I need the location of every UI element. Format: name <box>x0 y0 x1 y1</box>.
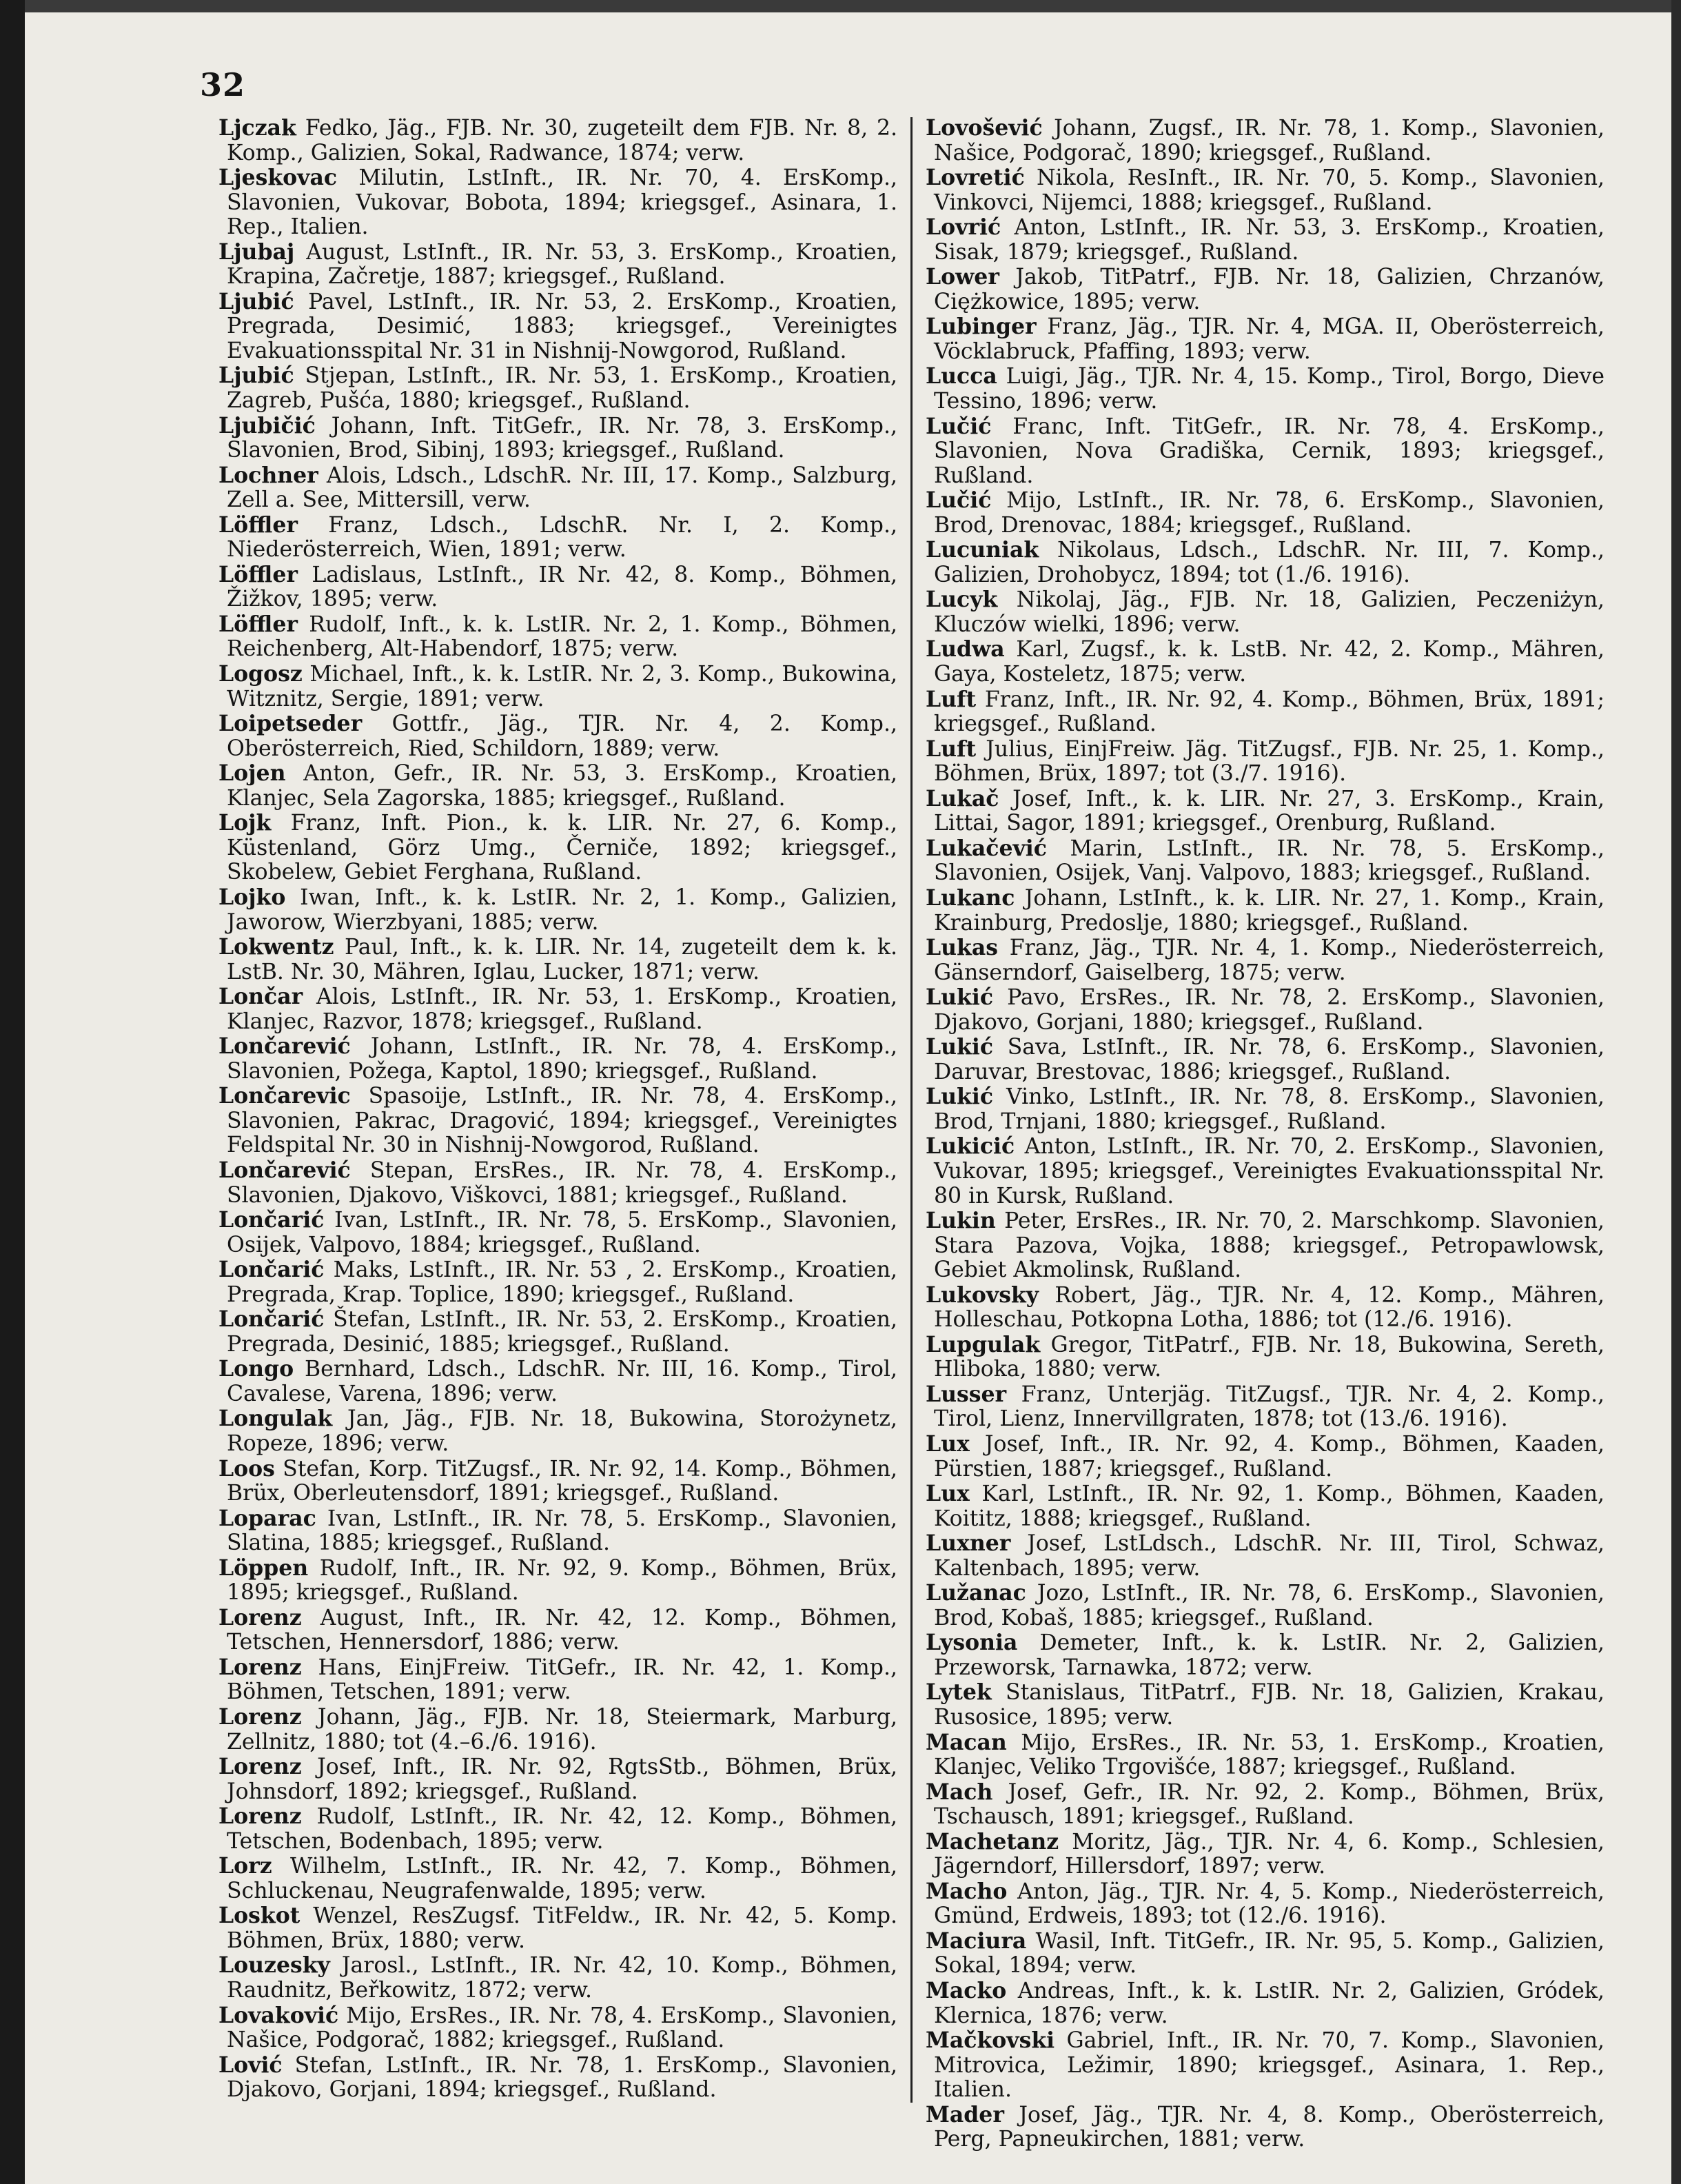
list-entry <box>926 2028 1604 2103</box>
entry-surname: Löffler <box>218 512 298 538</box>
entry-details: Stefan, Korp. TitZugsf., IR. Nr. 92, 14. Komp., Böhmen, Brüx, Oberleutensdorf, 1891; kriegsgef., Rußland. <box>227 1456 897 1506</box>
entry-details: Stefan, LstInft., IR. Nr. 78, 1. ErsKomp., Slavonien, Djakovo, Gorjani, 1894; kriegsgef., Rußland. <box>227 2052 897 2103</box>
entry-details: Rudolf, Inft., k. k. LstIR. Nr. 2, 1. Komp., Böhmen, Reichenberg, Alt-Habendorf, 1875; verw. <box>227 611 897 662</box>
entry-details: Karl, LstInft., IR. Nr. 92, 1. Komp., Böhmen, Kaaden, Koititz, 1888; kriegsgef., Rußland. <box>934 1482 1604 1531</box>
list-entry <box>926 936 1604 985</box>
list-entry <box>218 2003 897 2053</box>
entry-details: Josef, Inft., IR. Nr. 92, 4. Komp., Böhmen, Kaaden, Pürstien, 1887; kriegsgef., Rußland. <box>934 1431 1604 1482</box>
list-entry <box>218 513 897 563</box>
entry-details: Julius, EinjFreiw. Jäg. TitZugsf., FJB. Nr. 25, 1. Komp., Böhmen, Brüx, 1897; tot (3./7. 1916). <box>934 736 1604 787</box>
list-entry <box>926 1134 1604 1209</box>
entry-details: Johann, Zugsf., IR. Nr. 78, 1. Komp., Slavonien, Našice, Podgorač, 1890; kriegsgef., Rußland. <box>934 116 1604 165</box>
list-entry <box>218 1158 897 1208</box>
entry-surname: Lužanac <box>926 1580 1026 1606</box>
entry-details: Ladislaus, LstInft., IR Nr. 42, 8. Komp., Böhmen, Žižkov, 1895; verw. <box>227 562 897 612</box>
list-entry <box>218 563 897 612</box>
entry-details: Robert, Jäg., TJR. Nr. 4, 12. Komp., Mähren, Holleschau, Potkopna Lotha, 1886; tot (12./6. 1916). <box>934 1282 1604 1333</box>
entry-details: Štefan, LstInft., IR. Nr. 53, 2. ErsKomp., Kroatien, Pregrada, Desinić, 1885; kriegsgef., Rußland. <box>227 1307 897 1357</box>
list-entry <box>218 662 897 711</box>
entry-surname: Lux <box>926 1430 970 1457</box>
entry-surname: Lukić <box>926 984 994 1011</box>
entry-details: Pavel, LstInft., IR. Nr. 53, 2. ErsKomp., Kroatien, Pregrada, Desimić, 1883; kriegsgef., Vereinigtes Evakuationsspital Nr. 31 in Nishnij-Nowgorod, Rußland. <box>227 289 897 363</box>
entry-details: Josef, Inft., k. k. LIR. Nr. 27, 3. ErsKomp., Krain, Littai, Sagor, 1891; kriegsgef., Orenburg, Rußland. <box>934 786 1604 836</box>
list-entry <box>926 1531 1604 1581</box>
entry-details: Franz, Inft. Pion., k. k. LIR. Nr. 27, 6. Komp., Küstenland, Görz Umg., Černiče, 1892; kriegsgef., Skobelew, Gebiet Ferghana, Rußland. <box>227 811 897 885</box>
list-entry <box>926 985 1604 1035</box>
entry-details: Anton, Gefr., IR. Nr. 53, 3. ErsKomp., Kroatien, Klanjec, Sela Zagorska, 1885; kriegsgef., Rußland. <box>227 761 897 811</box>
entry-surname: Lukin <box>926 1208 996 1234</box>
entry-surname: Lončarević <box>218 1033 351 1060</box>
list-entry <box>926 116 1604 165</box>
list-entry <box>926 1630 1604 1680</box>
entry-surname: Loipetseder <box>218 711 363 737</box>
entry-surname: Maciura <box>926 1928 1027 1954</box>
list-entry <box>926 1929 1604 1979</box>
list-entry <box>926 1283 1604 1333</box>
entry-details: Franc, Inft. TitGefr., IR. Nr. 78, 4. ErsKomp., Slavonien, Nova Gradiška, Cernik, 1893; kriegsgef., Rußland. <box>934 414 1604 488</box>
entry-surname: Lukić <box>926 1034 994 1060</box>
entry-details: Vinko, LstInft., IR. Nr. 78, 8. ErsKomp., Slavonien, Brod, Trnjani, 1880; kriegsgef., Rußland. <box>934 1084 1604 1134</box>
entry-surname: Ljeskovac <box>218 165 338 191</box>
entry-surname: Lucca <box>926 363 997 390</box>
list-entry <box>926 836 1604 886</box>
list-entry <box>926 488 1604 538</box>
entry-details: Franz, Inft., IR. Nr. 92, 4. Komp., Böhmen, Brüx, 1891; kriegsgef., Rußland. <box>934 687 1604 737</box>
list-entry <box>926 687 1604 737</box>
entry-details: Nikolaus, Ldsch., LdschR. Nr. III, 7. Komp., Galizien, Drohobycz, 1894; tot (1./6. 1916). <box>934 538 1604 587</box>
entry-details: Jan, Jäg., FJB. Nr. 18, Bukowina, Storożynetz, Ropeze, 1896; verw. <box>227 1406 897 1456</box>
entry-details: Alois, Ldsch., LdschR. Nr. III, 17. Komp., Salzburg, Zell a. See, Mittersill, verw. <box>227 463 897 513</box>
entry-surname: Lučić <box>926 487 992 514</box>
entry-surname: Lončarić <box>218 1257 325 1283</box>
entry-surname: Loos <box>218 1455 275 1482</box>
entry-surname: Machetanz <box>926 1828 1059 1854</box>
entry-details: Anton, LstInft., IR. Nr. 53, 3. ErsKomp., Kroatien, Sisak, 1879; kriegsgef., Rußland. <box>934 215 1604 265</box>
entry-details: Stepan, ErsRes., IR. Nr. 78, 4. ErsKomp., Slavonien, Djakovo, Viškovci, 1881; kriegsgef., Rußland. <box>227 1157 897 1208</box>
list-entry <box>218 116 897 165</box>
scan-border-right <box>1671 0 1681 2184</box>
list-entry <box>926 1209 1604 1283</box>
entry-surname: Lučić <box>926 413 992 439</box>
entry-details: Wenzel, ResZugsf. TitFeldw., IR. Nr. 42, 5. Komp. Böhmen, Brüx, 1880; verw. <box>227 1903 897 1953</box>
entry-surname: Lojk <box>218 810 272 836</box>
list-entry <box>218 1506 897 1556</box>
entry-surname: Lojko <box>218 884 286 910</box>
list-entry <box>926 1333 1604 1382</box>
list-entry <box>218 1655 897 1705</box>
entry-details: Gottfr., Jäg., TJR. Nr. 4, 2. Komp., Oberösterreich, Ried, Schildorn, 1889; verw. <box>227 711 897 761</box>
list-entry <box>218 761 897 811</box>
entry-surname: Löppen <box>218 1555 309 1581</box>
scan-border-left <box>0 0 25 2184</box>
entry-details: Rudolf, LstInft., IR. Nr. 42, 12. Komp., Böhmen, Tetschen, Bodenbach, 1895; verw. <box>227 1804 897 1854</box>
list-entry <box>926 1482 1604 1531</box>
list-entry <box>218 290 897 364</box>
entry-details: Stanislaus, TitPatrf., FJB. Nr. 18, Galizien, Krakau, Rusosice, 1895; verw. <box>934 1680 1604 1730</box>
list-entry <box>218 1903 897 1953</box>
entry-surname: Loskot <box>218 1903 300 1929</box>
list-entry <box>218 1953 897 2003</box>
entry-details: Luigi, Jäg., TJR. Nr. 4, 15. Komp., Tirol, Borgo, Dieve Tessino, 1896; verw. <box>934 364 1604 414</box>
list-entry <box>926 2103 1604 2152</box>
list-entry <box>926 215 1604 265</box>
list-entry <box>218 612 897 662</box>
list-entry <box>926 1979 1604 2028</box>
list-entry <box>218 363 897 413</box>
entry-surname: Lukanc <box>926 884 1015 911</box>
list-entry <box>218 1357 897 1406</box>
entry-surname: Louzesky <box>218 1952 330 1979</box>
entry-surname: Löffler <box>218 561 298 587</box>
entry-details: Wasil, Inft. TitGefr., IR. Nr. 95, 5. Komp., Galizien, Sokal, 1894; verw. <box>934 1928 1604 1979</box>
entry-surname: Lončar <box>218 984 303 1010</box>
list-entry <box>218 2053 897 2103</box>
entry-surname: Lukić <box>926 1084 994 1110</box>
entry-surname: Longo <box>218 1356 294 1382</box>
entry-surname: Lojen <box>218 760 286 787</box>
entry-surname: Macko <box>926 1978 1007 2004</box>
entry-details: Sava, LstInft., IR. Nr. 78, 6. ErsKomp., Slavonien, Daruvar, Brestovac, 1886; kriegsgef., Rußland. <box>934 1035 1604 1084</box>
entry-details: Anton, LstInft., IR. Nr. 70, 2. ErsKomp., Slavonien, Vukovar, 1895; kriegsgef., Vereinigtes Evakuationsspital Nr. 80 in Kursk, Rußland. <box>934 1134 1604 1209</box>
entry-surname: Ludwa <box>926 636 1005 663</box>
list-entry <box>218 414 897 463</box>
entry-details: Andreas, Inft., k. k. LstIR. Nr. 2, Galizien, Gródek, Klernica, 1876; verw. <box>934 1979 1604 2028</box>
entry-details: Rudolf, Inft., IR. Nr. 92, 9. Komp., Böhmen, Brüx, 1895; kriegsgef., Rußland. <box>227 1555 897 1606</box>
entry-details: Hans, EinjFreiw. TitGefr., IR. Nr. 42, 1. Komp., Böhmen, Tetschen, 1891; verw. <box>227 1655 897 1705</box>
list-entry <box>218 1556 897 1606</box>
entry-surname: Lovaković <box>218 2002 339 2028</box>
list-entry <box>926 538 1604 587</box>
list-entry <box>926 886 1604 936</box>
list-entry <box>218 1854 897 1903</box>
entry-details: Spasoije, LstInft., IR. Nr. 78, 4. ErsKomp., Slavonien, Pakrac, Dragović, 1894; kriegsgef., Vereinigtes Feldspital Nr. 30 in Nishnij-Nowgorod, Rußland. <box>227 1084 897 1158</box>
entry-surname: Lovrić <box>926 214 1001 241</box>
entry-details: Josef, Jäg., TJR. Nr. 4, 8. Komp., Oberösterreich, Perg, Papneukirchen, 1881; verw. <box>934 2102 1604 2152</box>
entry-details: Iwan, Inft., k. k. LstIR. Nr. 2, 1. Komp., Galizien, Jaworow, Wierzbyani, 1885; verw. <box>227 884 897 935</box>
entry-details: Gregor, TitPatrf., FJB. Nr. 18, Bukowina, Sereth, Hliboka, 1880; verw. <box>934 1332 1604 1382</box>
entry-surname: Lower <box>926 264 999 290</box>
entry-surname: Lovretić <box>926 165 1025 191</box>
entry-surname: Lončarević <box>218 1157 351 1183</box>
entry-surname: Lokwentz <box>218 934 334 960</box>
entry-details: Jozo, LstInft., IR. Nr. 78, 6. ErsKomp., Slavonien, Brod, Kobaš, 1885; kriegsgef., Rußland. <box>934 1581 1604 1630</box>
list-entry <box>926 1382 1604 1432</box>
entry-details: Franz, Jäg., TJR. Nr. 4, 1. Komp., Niederösterreich, Gänserndorf, Gaiselberg, 1875; verw. <box>934 936 1604 985</box>
entry-details: Michael, Inft., k. k. LstIR. Nr. 2, 3. Komp., Bukowina, Witznitz, Sergie, 1891; verw. <box>227 662 897 711</box>
entry-surname: Loparac <box>218 1505 316 1531</box>
entry-surname: Lytek <box>926 1679 992 1706</box>
list-entry <box>218 1406 897 1456</box>
entry-details: Karl, Zugsf., k. k. LstB. Nr. 42, 2. Komp., Mähren, Gaya, Kosteletz, 1875; verw. <box>934 637 1604 687</box>
list-entry <box>926 1680 1604 1730</box>
list-entry <box>218 1307 897 1357</box>
entry-details: Franz, Ldsch., LdschR. Nr. I, 2. Komp., Niederösterreich, Wien, 1891; verw. <box>227 512 897 563</box>
entry-surname: Lucyk <box>926 587 998 613</box>
entry-details: Pavo, ErsRes., IR. Nr. 78, 2. ErsKomp., Slavonien, Djakovo, Gorjani, 1880; kriegsgef., Rußland. <box>934 985 1604 1035</box>
list-entry <box>926 1084 1604 1134</box>
entry-surname: Luxner <box>926 1530 1011 1557</box>
entry-details: Demeter, Inft., k. k. LstIR. Nr. 2, Galizien, Przeworsk, Tarnawka, 1872; verw. <box>934 1630 1604 1680</box>
entry-surname: Ljubaj <box>218 239 295 265</box>
entry-details: Mijo, ErsRes., IR. Nr. 78, 4. ErsKomp., Slavonien, Našice, Podgorač, 1882; kriegsgef., Rußland. <box>227 2003 897 2053</box>
entry-surname: Lubinger <box>926 314 1037 340</box>
list-entry <box>218 935 897 984</box>
entry-details: Mijo, ErsRes., IR. Nr. 53, 1. ErsKomp., Kroatien, Klanjec, Veliko Trgovišće, 1887; kriegsgef., Rußland. <box>934 1730 1604 1780</box>
entry-details: Josef, LstLdsch., LdschR. Nr. III, Tirol, Schwaz, Kaltenbach, 1895; verw. <box>934 1531 1604 1581</box>
entry-details: Nikolaj, Jäg., FJB. Nr. 18, Galizien, Peczeniżyn, Kluczów wielki, 1896; verw. <box>934 587 1604 637</box>
entry-surname: Lončarić <box>218 1306 325 1333</box>
entry-details: Josef, Inft., IR. Nr. 92, RgtsStb., Böhmen, Brüx, Johnsdorf, 1892; kriegsgef., Rußland. <box>227 1755 897 1804</box>
entry-surname: Ljczak <box>218 115 296 141</box>
entry-surname: Lusser <box>926 1381 1007 1407</box>
entry-surname: Lončarevic <box>218 1083 351 1109</box>
entry-surname: Lupgulak <box>926 1331 1041 1357</box>
entry-details: August, LstInft., IR. Nr. 53, 3. ErsKomp., Kroatien, Krapina, Začretje, 1887; kriegsgef., Rußland. <box>227 239 897 290</box>
entry-details: Milutin, LstInft., IR. Nr. 70, 4. ErsKomp., Slavonien, Vukovar, Bobota, 1894; kriegsgef., Asinara, 1. Rep., Italien. <box>227 165 897 240</box>
list-entry <box>218 1755 897 1804</box>
entry-surname: Ljubić <box>218 363 294 389</box>
entry-details: Moritz, Jäg., TJR. Nr. 4, 6. Komp., Schlesien, Jägerndorf, Hillersdorf, 1897; verw. <box>934 1829 1604 1879</box>
entry-surname: Lovošević <box>926 115 1043 141</box>
entry-surname: Lorenz <box>218 1803 302 1830</box>
entry-surname: Luft <box>926 736 977 762</box>
list-entry <box>926 265 1604 314</box>
entry-surname: Mader <box>926 2101 1004 2127</box>
entry-details: Johann, Inft. TitGefr., IR. Nr. 78, 3. ErsKomp., Slavonien, Brod, Sibinj, 1893; kriegsgef., Rußland. <box>227 413 897 463</box>
entry-details: Jarosl., LstInft., IR. Nr. 42, 10. Komp., Böhmen, Raudnitz, Beřkowitz, 1872; verw. <box>227 1953 897 2003</box>
list-entry <box>218 463 897 513</box>
list-entry <box>926 314 1604 364</box>
list-entry <box>218 165 897 240</box>
entry-details: Fedko, Jäg., FJB. Nr. 30, zugeteilt dem FJB. Nr. 8, 2. Komp., Galizien, Sokal, Radwance, 1874; verw. <box>227 116 897 165</box>
entry-details: Paul, Inft., k. k. LIR. Nr. 14, zugeteilt dem k. k. LstB. Nr. 30, Mähren, Iglau, Lucker, 1871; verw. <box>227 935 897 984</box>
list-entry <box>926 787 1604 836</box>
list-entry <box>926 1581 1604 1630</box>
entry-surname: Lorenz <box>218 1654 302 1680</box>
entry-surname: Lović <box>218 2052 283 2078</box>
list-entry <box>218 1705 897 1755</box>
entry-details: August, Inft., IR. Nr. 42, 12. Komp., Böhmen, Tetschen, Hennersdorf, 1886; verw. <box>227 1605 897 1655</box>
list-entry <box>926 1780 1604 1830</box>
list-entry <box>218 811 897 885</box>
entry-surname: Lukas <box>926 935 999 961</box>
entry-surname: Lončarić <box>218 1207 325 1233</box>
list-entry <box>926 364 1604 414</box>
list-entry <box>926 637 1604 687</box>
list-entry <box>218 1457 897 1506</box>
entry-details: Bernhard, Ldsch., LdschR. Nr. III, 16. Komp., Tirol, Cavalese, Varena, 1896; verw. <box>227 1357 897 1406</box>
list-entry <box>926 414 1604 489</box>
entry-surname: Longulak <box>218 1406 333 1432</box>
entry-details: Johann, LstInft., IR. Nr. 78, 4. ErsKomp., Slavonien, Požega, Kaptol, 1890; kriegsgef., Rußland. <box>227 1034 897 1084</box>
entry-surname: Lukicić <box>926 1133 1015 1160</box>
right-column <box>926 116 1604 2152</box>
list-entry <box>926 1830 1604 1879</box>
entry-surname: Ljubičić <box>218 412 316 438</box>
entry-details: Stjepan, LstInft., IR. Nr. 53, 1. ErsKomp., Kroatien, Zagreb, Pušća, 1880; kriegsgef., Rußland. <box>227 363 897 414</box>
page-number: 32 <box>200 66 246 103</box>
entry-details: Josef, Gefr., IR. Nr. 92, 2. Komp., Böhmen, Brüx, Tschausch, 1891; kriegsgef., Rußland. <box>934 1779 1604 1830</box>
entry-surname: Lorz <box>218 1853 272 1879</box>
entry-surname: Lorenz <box>218 1754 302 1780</box>
entry-surname: Lucuniak <box>926 537 1039 563</box>
entry-details: Wilhelm, LstInft., IR. Nr. 42, 7. Komp., Böhmen, Schluckenau, Neugrafenwalde, 1895; verw. <box>227 1854 897 1903</box>
entry-details: Jakob, TitPatrf., FJB. Nr. 18, Galizien, Chrzanów, Ciężkowice, 1895; verw. <box>934 265 1604 314</box>
entry-details: Johann, LstInft., k. k. LIR. Nr. 27, 1. Komp., Krain, Krainburg, Predoslje, 1880; kriegsgef., Rußland. <box>934 885 1604 936</box>
list-entry <box>218 240 897 290</box>
entry-surname: Löffler <box>218 611 298 637</box>
entry-surname: Mačkovski <box>926 2028 1055 2054</box>
scan-border-top <box>0 0 1681 12</box>
list-entry <box>926 1879 1604 1929</box>
list-entry <box>218 1084 897 1158</box>
entry-surname: Lux <box>926 1481 970 1507</box>
entry-surname: Lorenz <box>218 1604 302 1630</box>
list-entry <box>218 1804 897 1854</box>
list-entry <box>218 1208 897 1257</box>
entry-surname: Ljubić <box>218 288 294 314</box>
entry-details: Alois, LstInft., IR. Nr. 53, 1. ErsKomp., Kroatien, Klanjec, Razvor, 1878; kriegsgef., Rußland. <box>227 984 897 1034</box>
entry-surname: Luft <box>926 686 977 712</box>
entry-surname: Macan <box>926 1729 1007 1755</box>
list-entry <box>926 165 1604 215</box>
entry-details: Johann, Jäg., FJB. Nr. 18, Steiermark, Marburg, Zellnitz, 1880; tot (4.–6./6. 1916). <box>227 1705 897 1755</box>
entry-details: Maks, LstInft., IR. Nr. 53 , 2. ErsKomp., Kroatien, Pregrada, Krap. Toplice, 1890; kriegsgef., Rußland. <box>227 1257 897 1307</box>
entry-surname: Macho <box>926 1878 1008 1904</box>
entry-surname: Lysonia <box>926 1630 1018 1656</box>
list-entry <box>926 587 1604 637</box>
list-entry <box>218 1034 897 1084</box>
entry-details: Nikola, ResInft., IR. Nr. 70, 5. Komp., Slavonien, Vinkovci, Nijemci, 1888; kriegsgef., Rußland. <box>934 165 1604 215</box>
entry-details: Marin, LstInft., IR. Nr. 78, 5. ErsKomp., Slavonien, Osijek, Vanj. Valpovo, 1883; kriegsgef., Rußland. <box>934 836 1604 886</box>
entry-surname: Lukač <box>926 785 999 811</box>
list-entry <box>218 984 897 1034</box>
entry-details: Ivan, LstInft., IR. Nr. 78, 5. ErsKomp., Slavonien, Slatina, 1885; kriegsgef., Rußland. <box>227 1506 897 1556</box>
entry-details: Anton, Jäg., TJR. Nr. 4, 5. Komp., Niederösterreich, Gmünd, Erdweis, 1893; tot (12./6. 1916). <box>934 1879 1604 1929</box>
list-entry <box>218 1257 897 1307</box>
entry-surname: Lorenz <box>218 1704 302 1730</box>
column-divider <box>910 117 913 2103</box>
list-entry <box>926 737 1604 787</box>
list-entry <box>218 711 897 761</box>
entry-details: Ivan, LstInft., IR. Nr. 78, 5. ErsKomp., Slavonien, Osijek, Valpovo, 1884; kriegsgef., Rußland. <box>227 1208 897 1257</box>
list-entry <box>218 1606 897 1655</box>
entry-details: Peter, ErsRes., IR. Nr. 70, 2. Marschkomp. Slavonien, Stara Pazova, Vojka, 1888; kriegsgef., Petropawlowsk, Gebiet Akmolinsk, Rußland. <box>934 1209 1604 1283</box>
entry-surname: Lochner <box>218 462 318 488</box>
entry-details: Gabriel, Inft., IR. Nr. 70, 7. Komp., Slavonien, Mitrovica, Ležimir, 1890; kriegsgef., Asinara, 1. Rep., Italien. <box>934 2028 1604 2103</box>
list-entry <box>218 885 897 935</box>
entry-surname: Lukovsky <box>926 1282 1039 1308</box>
entry-surname: Mach <box>926 1779 993 1805</box>
left-column <box>218 116 897 2103</box>
list-entry <box>926 1730 1604 1780</box>
entry-details: Franz, Jäg., TJR. Nr. 4, MGA. II, Oberösterreich, Vöcklabruck, Pfaffing, 1893; verw. <box>934 314 1604 364</box>
entry-details: Mijo, LstInft., IR. Nr. 78, 6. ErsKomp., Slavonien, Brod, Drenovac, 1884; kriegsgef., Rußland. <box>934 488 1604 538</box>
entry-surname: Lukačević <box>926 835 1047 861</box>
list-entry <box>926 1035 1604 1084</box>
entry-details: Franz, Unterjäg. TitZugsf., TJR. Nr. 4, 2. Komp., Tirol, Lienz, Innervillgraten, 1878; tot (13./6. 1916). <box>934 1382 1604 1432</box>
entry-surname: Logosz <box>218 661 303 687</box>
list-entry <box>926 1432 1604 1482</box>
